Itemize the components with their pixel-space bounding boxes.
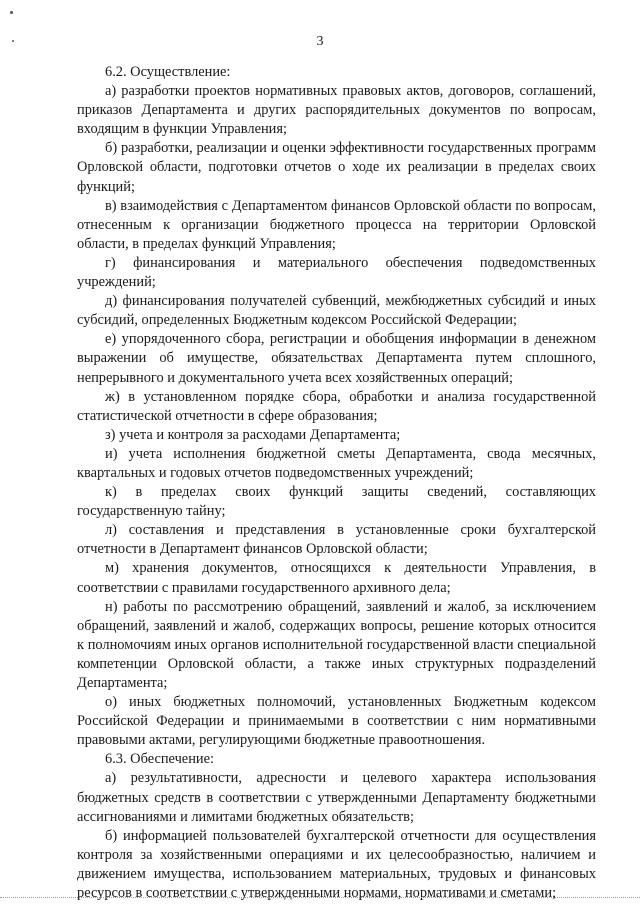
- list-item: б) разработки, реализации и оценки эффективности государственных программ Орловской области, подготовки отчетов о ходе их реализации в пределах своих функций;: [77, 140, 596, 195]
- document-body: [77, 63, 596, 903]
- list-item: к) в пределах своих функций защиты сведений, составляющих государственную тайну;: [77, 484, 596, 520]
- list-item: ж) в установленном порядке сбора, обработки и анализа государственной статистической отчетности в сфере образования;: [77, 388, 596, 424]
- scan-speck: [10, 11, 13, 14]
- section-heading: 6.3. Обеспечение:: [105, 751, 214, 768]
- list-item: л) составления и представления в установленные сроки бухгалтерской отчетности в Департамент финансов Орловской области;: [77, 522, 596, 558]
- list-item: д) финансирования получателей субвенций, межбюджетных субсидий и иных субсидий, определенных Бюджетным кодексом Российской Федерации;: [77, 293, 596, 329]
- list-item: м) хранения документов, относящихся к деятельности Управления, в соответствии с правилами государственного архивного дела;: [77, 560, 596, 596]
- page-bottom-rule: [0, 897, 640, 898]
- list-item: г) финансирования и материального обеспечения подведомственных учреждений;: [77, 254, 596, 291]
- list-item: н) работы по рассмотрению обращений, заявлений и жалоб, за исключением обращений, заявлений и жалоб, содержащих вопросы, решение которых относится к полномочиям иных органов исполнительной государственной власти специальной компетенции Орловской области, а также иных структурных подразделений Департамента;: [77, 598, 596, 691]
- page-number: 3: [316, 34, 324, 49]
- list-item: а) результативности, адресности и целевого характера использования бюджетных средств в соответствии с утвержденными Департаменту бюджетными ассигнованиями и лимитами бюджетных обязательств;: [77, 770, 596, 825]
- list-item: б) информацией пользователей бухгалтерской отчетности для осуществления контроля за хозяйственными операциями и их целесообразностью, наличием и движением имущества, использованием материальных, трудовых и финансовых ресурсов в соответствии с утвержденными нормами, нормативами и сметами;: [77, 827, 596, 902]
- list-item: и) учета исполнения бюджетной сметы Департамента, свода месячных, квартальных и годовых отчетов подведомственных учреждений;: [77, 445, 596, 481]
- section-heading: 6.2. Осуществление:: [105, 64, 231, 80]
- list-item: в) взаимодействия с Департаментом финансов Орловской области по вопросам, отнесенным к организации бюджетного процесса на территории Орловской области, в пределах функций Управления;: [77, 197, 596, 252]
- list-item: е) упорядоченного сбора, регистрации и обобщения информации в денежном выражении об имуществе, обязательствах Департамента путем сплошного, непрерывного и документального учета всех хозяйственных операций;: [77, 331, 596, 386]
- list-item: о) иных бюджетных полномочий, установленных Бюджетным кодексом Российской Федерации и принимаемыми в соответствии с ним нормативными правовыми актами, регулирующими бюджетные правоотношения.: [77, 694, 596, 749]
- list-item: а) разработки проектов нормативных правовых актов, договоров, соглашений, приказов Департамента и других распорядительных документов по вопросам, входящим в функции Управления;: [77, 83, 596, 138]
- list-item: з) учета и контроля за расходами Департамента;: [105, 426, 401, 443]
